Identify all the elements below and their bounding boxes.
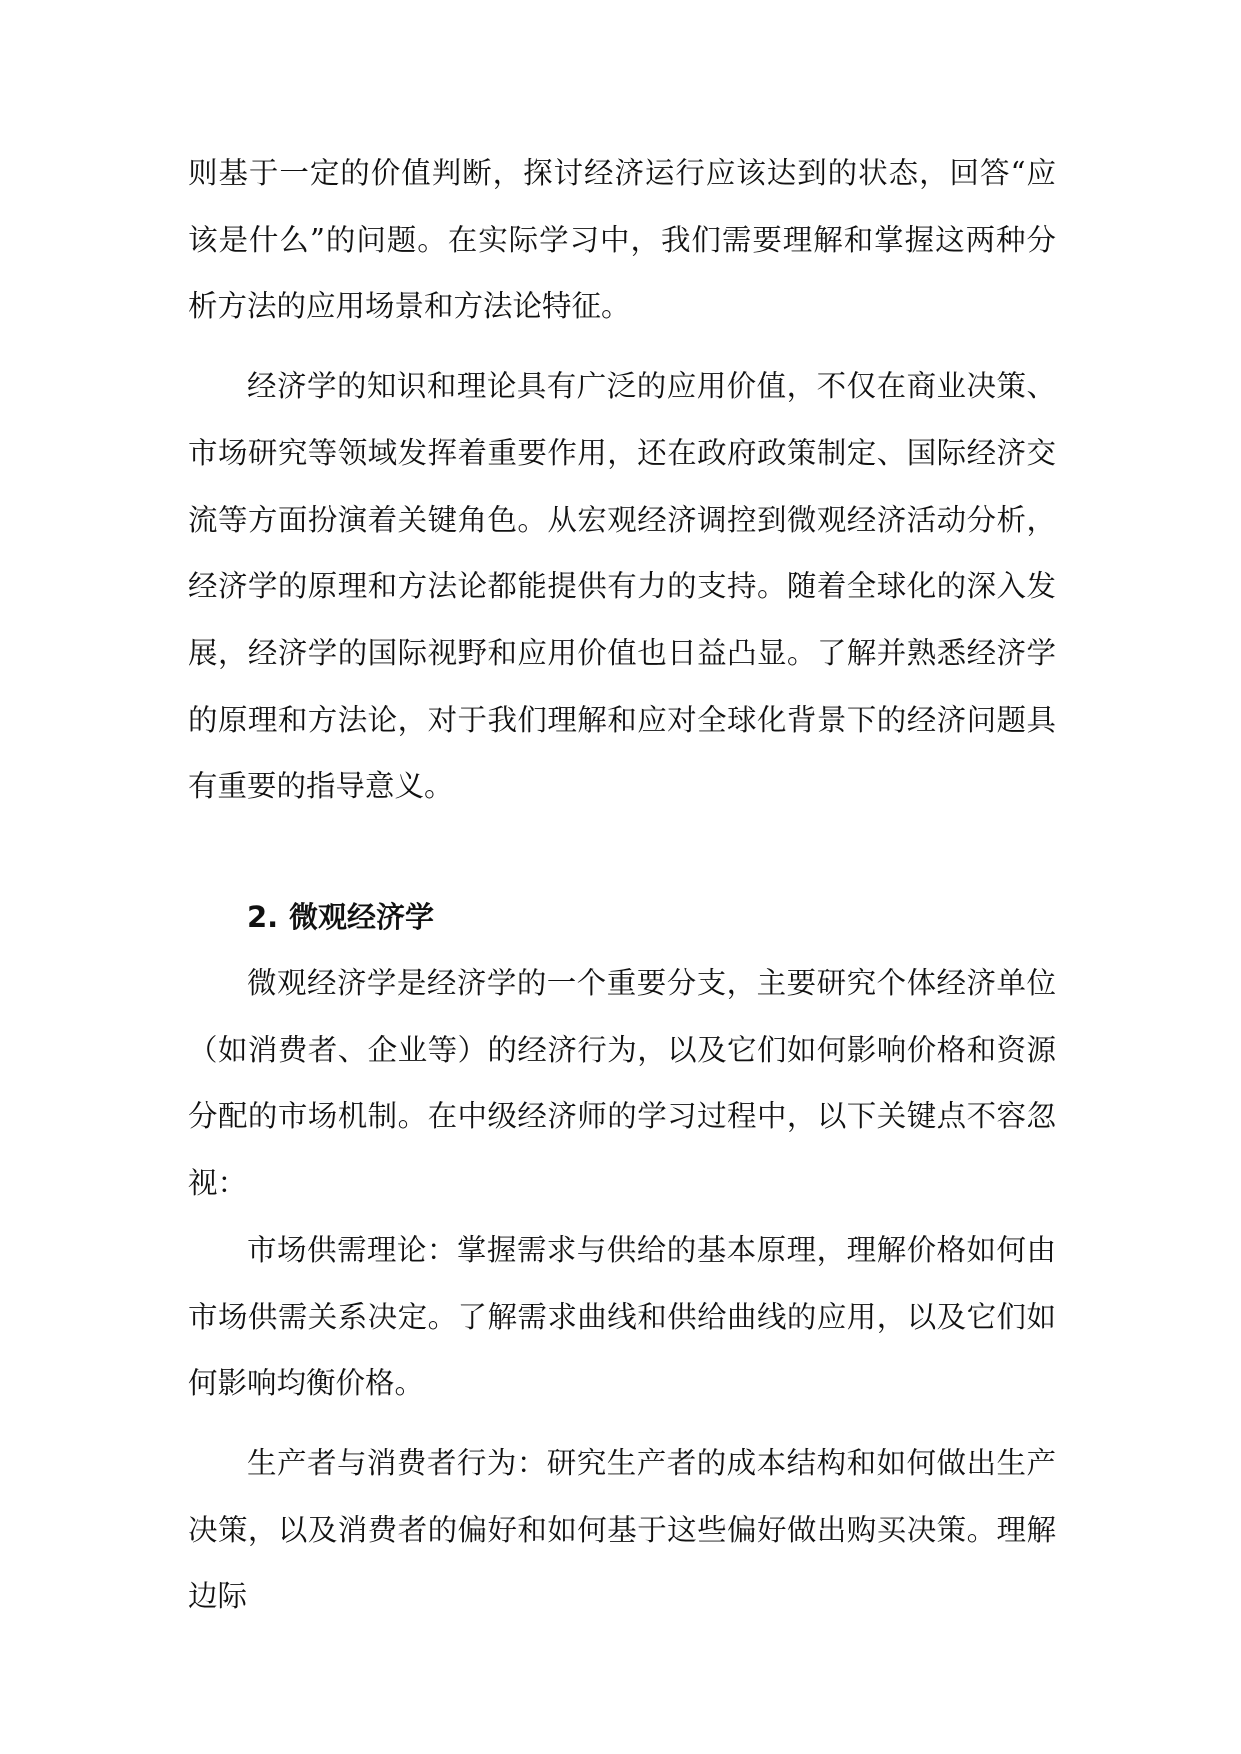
section-heading	[188, 884, 1056, 950]
paragraph-producer-consumer: 生产者与消费者行为：研究生产者的成本结构和如何做出生产决策，以及消费者的偏好和如何基于这些偏好做出购买决策。理解边际	[188, 1445, 1056, 1614]
paragraph-microeconomics-intro: 微观经济学是经济学的一个重要分支，主要研究个体经济单位（如消费者、企业等）的经济行为，以及它们如何影响价格和资源分配的市场机制。在中级经济师的学习过程中，以下关键点不容忽视：	[188, 966, 1056, 1201]
paragraph-supply-demand: 市场供需理论：掌握需求与供给的基本原理，理解价格如何由市场供需关系决定。了解需求曲线和供给曲线的应用，以及它们如何影响均衡价格。	[188, 1232, 1056, 1401]
section-title: 微观经济学	[289, 900, 435, 935]
document-page	[188, 140, 1056, 1630]
paragraph-continuation: 则基于一定的价值判断，探讨经济运行应该达到的状态，回答“应该是什么”的问题。在实际学习中，我们需要理解和掌握这两种分析方法的应用场景和方法论特征。	[188, 156, 1056, 324]
paragraph-economics-application: 经济学的知识和理论具有广泛的应用价值，不仅在商业决策、市场研究等领域发挥着重要作用，还在政府政策制定、国际经济交流等方面扮演着关键角色。从宏观经济调控到微观经济活动分析，经济学的原理和方法论都能提供有力的支持。随着全球化的深入发展，经济学的国际视野和应用价值也日益凸显。了解并熟悉经济学的原理和方法论，对于我们理解和应对全球化背景下的经济问题具有重要的指导意义。	[188, 369, 1056, 804]
section-number: 2.	[247, 900, 279, 935]
